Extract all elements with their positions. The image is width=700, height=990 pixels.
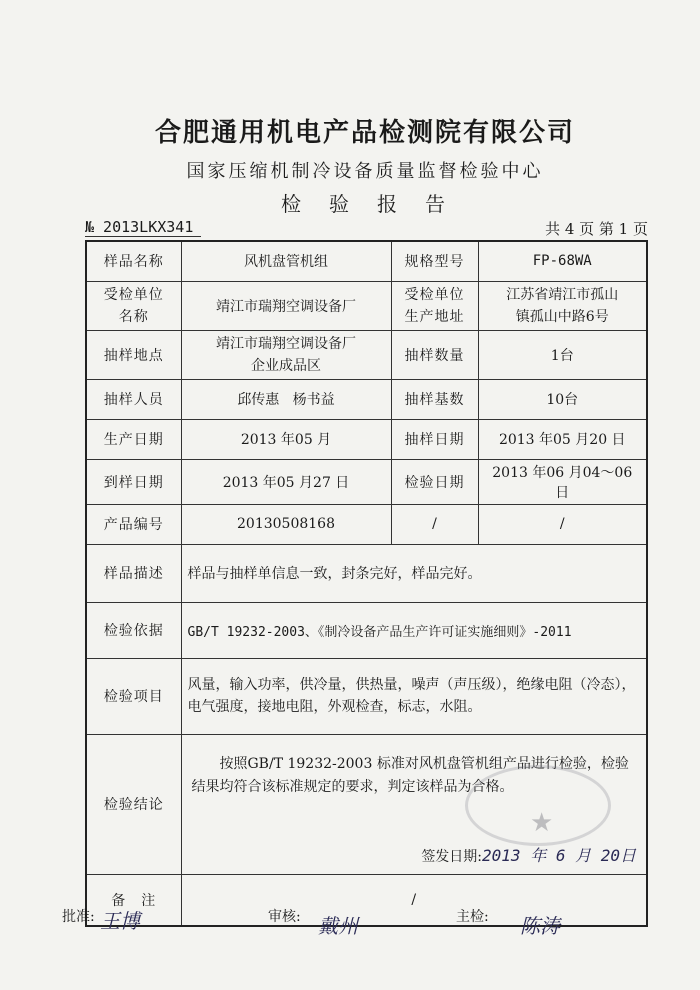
inspected-unit-label-line: 受检单位 — [103, 286, 164, 303]
table-row — [86, 874, 647, 926]
unit-address-line: 镇孤山中路6号 — [515, 308, 609, 325]
unit-address-line: 江苏省靖江市孤山 — [506, 286, 619, 303]
sampling-place-line: 企业成品区 — [251, 357, 321, 374]
review-label: 审核: — [268, 909, 301, 925]
title-char: 检 — [281, 192, 305, 216]
items-value — [181, 658, 647, 734]
sampling-date-value: 2013 年05 月20 日 — [478, 419, 647, 459]
table-row — [86, 602, 647, 658]
sampling-base-value: 10台 — [478, 379, 647, 419]
seal-star-icon: ★ — [530, 808, 554, 838]
arrival-date-value: 2013 年05 月27 日 — [181, 459, 391, 504]
approve-signature: 王博 — [100, 909, 140, 933]
production-date-value: 2013 年05 月 — [181, 419, 391, 459]
table-row — [86, 379, 647, 419]
sampler-label: 抽样人员 — [86, 379, 181, 419]
issue-date — [421, 843, 636, 866]
model-label: 规格型号 — [391, 241, 478, 281]
sample-desc-label: 样品描述 — [86, 544, 181, 602]
chief-signature: 陈涛 — [520, 914, 560, 938]
sampling-place-value — [181, 330, 391, 379]
title-char: 告 — [425, 192, 449, 216]
issue-date-value: 2013 年 6 月 20日 — [482, 845, 636, 865]
sampling-place-label: 抽样地点 — [86, 330, 181, 379]
table-row — [86, 504, 647, 544]
table-row — [86, 330, 647, 379]
table-row — [86, 241, 647, 281]
conclusion-label: 检验结论 — [86, 734, 181, 874]
sampling-place-line: 靖江市瑞翔空调设备厂 — [216, 335, 356, 352]
inspection-date-label: 检验日期 — [391, 459, 478, 504]
unit-address-value — [478, 281, 647, 330]
items-line: 风量，输入功率，供冷量，供热量，噪声（声压级），绝缘电阻（冷态）， — [187, 677, 636, 693]
sample-name-value: 风机盘管机组 — [181, 241, 391, 281]
basis-label: 检验依据 — [86, 602, 181, 658]
unit-address-label — [391, 281, 478, 330]
title-char: 报 — [377, 192, 401, 216]
company-title: 合肥通用机电产品检测院有限公司 — [154, 118, 575, 148]
sampler-value: 邱传惠 杨书益 — [181, 379, 391, 419]
sampling-qty-label: 抽样数量 — [391, 330, 478, 379]
items-label: 检验项目 — [86, 658, 181, 734]
table-row — [86, 658, 647, 734]
center-subtitle: 国家压缩机制冷设备质量监督检验中心 — [186, 161, 544, 182]
remarks-value: / — [181, 874, 647, 926]
inspection-date-value: 2013 年06 月04～06 日 — [478, 459, 647, 504]
empty-cell-slash: / — [478, 504, 647, 544]
approve-label: 批准: — [62, 909, 95, 925]
report-table — [85, 240, 648, 927]
table-row — [86, 281, 647, 330]
sample-desc-value: 样品与抽样单信息一致，封条完好，样品完好。 — [181, 544, 647, 602]
sample-name-label: 样品名称 — [86, 241, 181, 281]
sampling-date-label: 抽样日期 — [391, 419, 478, 459]
table-row — [86, 734, 647, 874]
empty-cell-slash: / — [391, 504, 478, 544]
page-count: 共 4 页 第 1 页 — [545, 220, 648, 238]
conclusion-cell — [181, 734, 647, 874]
product-no-label: 产品编号 — [86, 504, 181, 544]
report-title — [0, 188, 700, 217]
model-value: FP-68WA — [478, 241, 647, 281]
inspected-unit-value: 靖江市瑞翔空调设备厂 — [181, 281, 391, 330]
unit-address-label-line: 受检单位 — [404, 286, 465, 303]
remarks-label: 备 注 — [86, 874, 181, 926]
production-date-label: 生产日期 — [86, 419, 181, 459]
items-line: 电气强度，接地电阻，外观检查，标志，水阻。 — [187, 699, 482, 715]
sampling-qty-value: 1台 — [478, 330, 647, 379]
title-char: 验 — [329, 192, 353, 216]
basis-value: GB/T 19232-2003、《制冷设备产品生产许可证实施细则》-2011 — [181, 602, 647, 658]
arrival-date-label: 到样日期 — [86, 459, 181, 504]
conclusion-text: 按照GB/T 19232-2003 标准对风机盘管机组产品进行检验，检验结果均符合该标准规定的要求，判定该样品为合格。 — [191, 755, 629, 795]
unit-address-label-line: 生产地址 — [404, 308, 465, 325]
review-signature: 戴州 — [318, 914, 358, 938]
issue-date-label: 签发日期: — [421, 848, 483, 865]
inspected-unit-label — [86, 281, 181, 330]
sampling-base-label: 抽样基数 — [391, 379, 478, 419]
chief-label: 主检: — [456, 909, 489, 925]
product-no-value: 20130508168 — [181, 504, 391, 544]
table-row — [86, 419, 647, 459]
report-number: № 2013LKX341 — [85, 218, 201, 237]
table-row — [86, 544, 647, 602]
table-row — [86, 459, 647, 504]
inspected-unit-label-line: 名称 — [118, 308, 149, 325]
